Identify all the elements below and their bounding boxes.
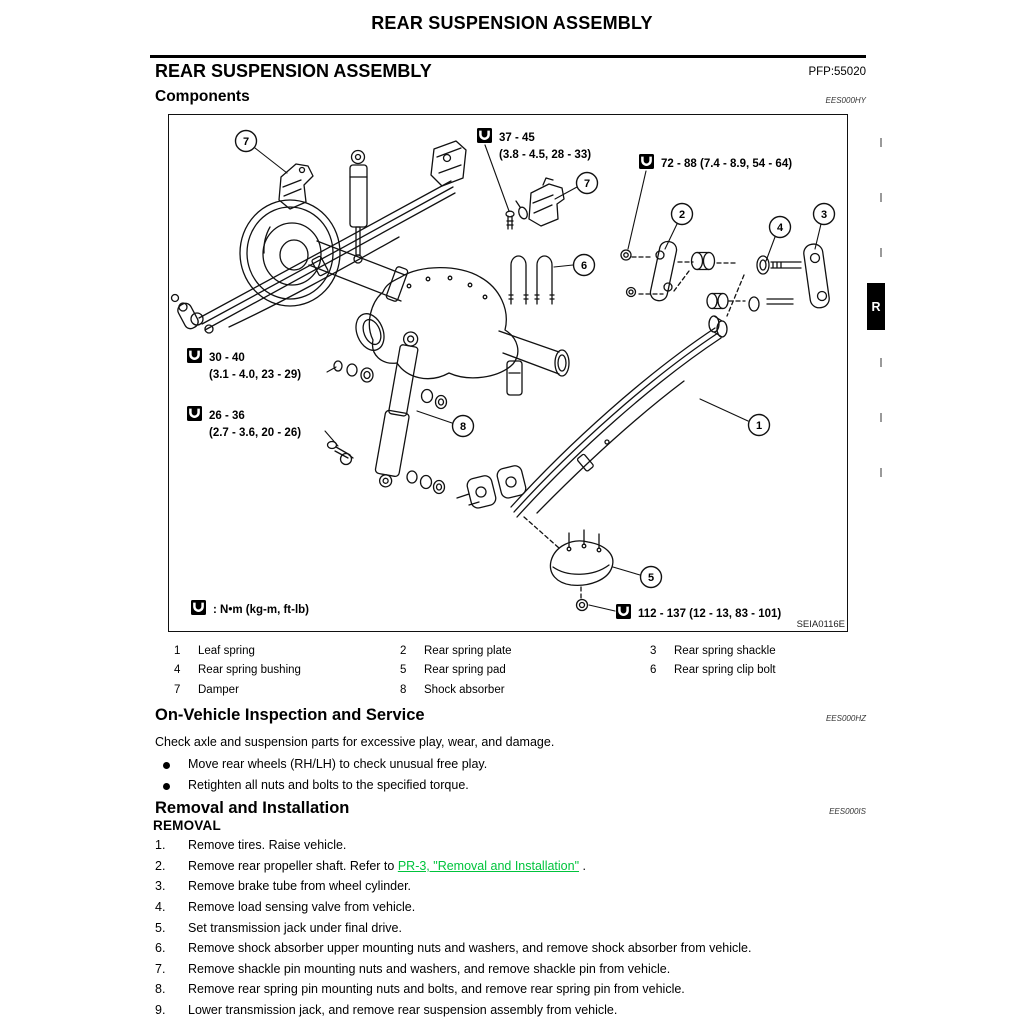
removal-step-8: 8. Remove rear spring pin mounting nuts and bolts, and remove rear spring pin from vehicle. xyxy=(155,982,685,997)
torque-26-36-kgm: (2.7 - 3.6, 20 - 26) xyxy=(209,427,302,439)
torque-30-40: 30 - 40 xyxy=(209,352,245,364)
edge-mark xyxy=(880,248,882,257)
callout-3: 3 xyxy=(820,209,828,221)
spring-seat xyxy=(457,464,527,509)
torque-icon xyxy=(187,406,202,421)
removal-step-3: 3. Remove brake tube from wheel cylinder. xyxy=(155,879,412,894)
callout-6: 6 xyxy=(580,260,588,272)
removal-step-2: 2. Remove rear propeller shaft. Refer to PR-3, "Removal and Installation" . xyxy=(155,858,586,873)
parts-legend xyxy=(168,641,858,700)
callout-7: 7 xyxy=(242,136,250,148)
spring-hanger-bracket xyxy=(431,141,466,186)
legend-item-damper: 7 Damper xyxy=(174,683,239,696)
legend-item-rear-spring-clip-bolt: 6 Rear spring clip bolt xyxy=(650,664,776,677)
torque-icon xyxy=(639,154,654,169)
callout-2: 2 xyxy=(678,209,686,221)
u-bolts xyxy=(509,256,554,304)
inspection-heading: On-Vehicle Inspection and Service xyxy=(155,706,425,724)
components-ees-code: EES000HY xyxy=(825,96,866,105)
header-divider xyxy=(150,55,866,58)
torque-26-36: 26 - 36 xyxy=(209,410,245,422)
components-figure xyxy=(168,114,848,632)
torque-30-40-kgm: (3.1 - 4.0, 23 - 29) xyxy=(209,369,302,381)
legend-item-rear-spring-plate: 2 Rear spring plate xyxy=(400,644,512,657)
spring-pad xyxy=(524,517,613,611)
legend-item-rear-spring-pad: 5 Rear spring pad xyxy=(400,664,506,677)
legend-item-rear-spring-shackle: 3 Rear spring shackle xyxy=(650,644,776,657)
edge-mark xyxy=(880,413,882,422)
removal-step-9: 9. Lower transmission jack, and remove rear suspension assembly from vehicle. xyxy=(155,1003,618,1018)
edge-mark xyxy=(880,358,882,367)
inspection-bullet: Move rear wheels (RH/LH) to check unusual free play. xyxy=(155,757,487,771)
callout-5: 5 xyxy=(647,572,655,584)
edge-mark xyxy=(880,193,882,202)
legend-item-leaf-spring: 1 Leaf spring xyxy=(174,644,255,657)
brake-drum xyxy=(240,200,340,306)
pfp-code: PFP:55020 xyxy=(808,66,866,78)
axle-and-differential xyxy=(309,241,569,395)
removal-step-7: 7. Remove shackle pin mounting nuts and washers, and remove shackle pin from vehicle. xyxy=(155,961,671,976)
legend-item-shock-absorber: 8 Shock absorber xyxy=(400,683,505,696)
callout-leaders xyxy=(255,145,821,611)
figure-reference-code: SEIA0116E xyxy=(796,619,845,630)
torque-icon xyxy=(187,348,202,363)
torque-unit-note: : N•m (kg-m, ft-lb) xyxy=(213,604,310,616)
torque-37-45: 37 - 45 xyxy=(499,132,535,144)
torque-72-88: 72 - 88 (7.4 - 8.9, 54 - 64) xyxy=(661,158,793,170)
removal-subheading: REMOVAL xyxy=(153,818,221,833)
damper-bolt xyxy=(506,211,514,229)
lower-shock-absorber xyxy=(373,330,424,489)
removal-heading: Removal and Installation xyxy=(155,799,350,817)
callout-1: 1 xyxy=(755,420,763,432)
callout-8: 8 xyxy=(459,421,467,433)
bullet-icon xyxy=(163,783,170,790)
components-heading: Components xyxy=(155,88,250,105)
callout-7b: 7 xyxy=(583,178,591,190)
removal-step-4: 4. Remove load sensing valve from vehicle. xyxy=(155,900,416,915)
edge-mark xyxy=(880,468,882,477)
removal-step-5: 5. Set transmission jack under final drive. xyxy=(155,920,402,935)
torque-icon xyxy=(191,600,206,615)
left-leaf-spring xyxy=(172,181,456,333)
page-title: REAR SUSPENSION ASSEMBLY xyxy=(371,13,653,33)
torque-icon xyxy=(477,128,492,143)
removal-step-6: 6. Remove shock absorber upper mounting nuts and washers, and remove shock absorber from vehicle. xyxy=(155,941,752,956)
shock-washers xyxy=(328,361,447,494)
suspension-exploded-view xyxy=(169,115,846,630)
inspection-intro: Check axle and suspension parts for excessive play, wear, and damage. xyxy=(155,735,555,749)
edge-mark xyxy=(880,138,882,147)
removal-steps xyxy=(155,835,875,1020)
pr-3-removal-link[interactable]: PR-3, "Removal and Installation" xyxy=(397,858,580,873)
torque-112-137: 112 - 137 (12 - 13, 83 - 101) xyxy=(638,608,782,620)
section-index-tab: R xyxy=(867,283,885,330)
torque-37-45-kgm: (3.8 - 4.5, 28 - 33) xyxy=(499,149,592,161)
shackle-hardware xyxy=(621,240,830,316)
section-title: REAR SUSPENSION ASSEMBLY xyxy=(155,61,432,81)
removal-ees-code: EES000IS xyxy=(829,807,866,816)
torque-icon xyxy=(616,604,631,619)
legend-item-rear-spring-bushing: 4 Rear spring bushing xyxy=(174,664,301,677)
removal-step-1: 1. Remove tires. Raise vehicle. xyxy=(155,838,347,853)
callout-circles xyxy=(236,131,835,588)
callout-4: 4 xyxy=(776,222,784,234)
callout-numbers xyxy=(243,136,827,584)
inspection-bullet: Retighten all nuts and bolts to the specified torque. xyxy=(155,778,469,792)
damper-center xyxy=(516,178,564,226)
bullet-icon xyxy=(163,762,170,769)
inspection-ees-code: EES000HZ xyxy=(825,714,866,723)
